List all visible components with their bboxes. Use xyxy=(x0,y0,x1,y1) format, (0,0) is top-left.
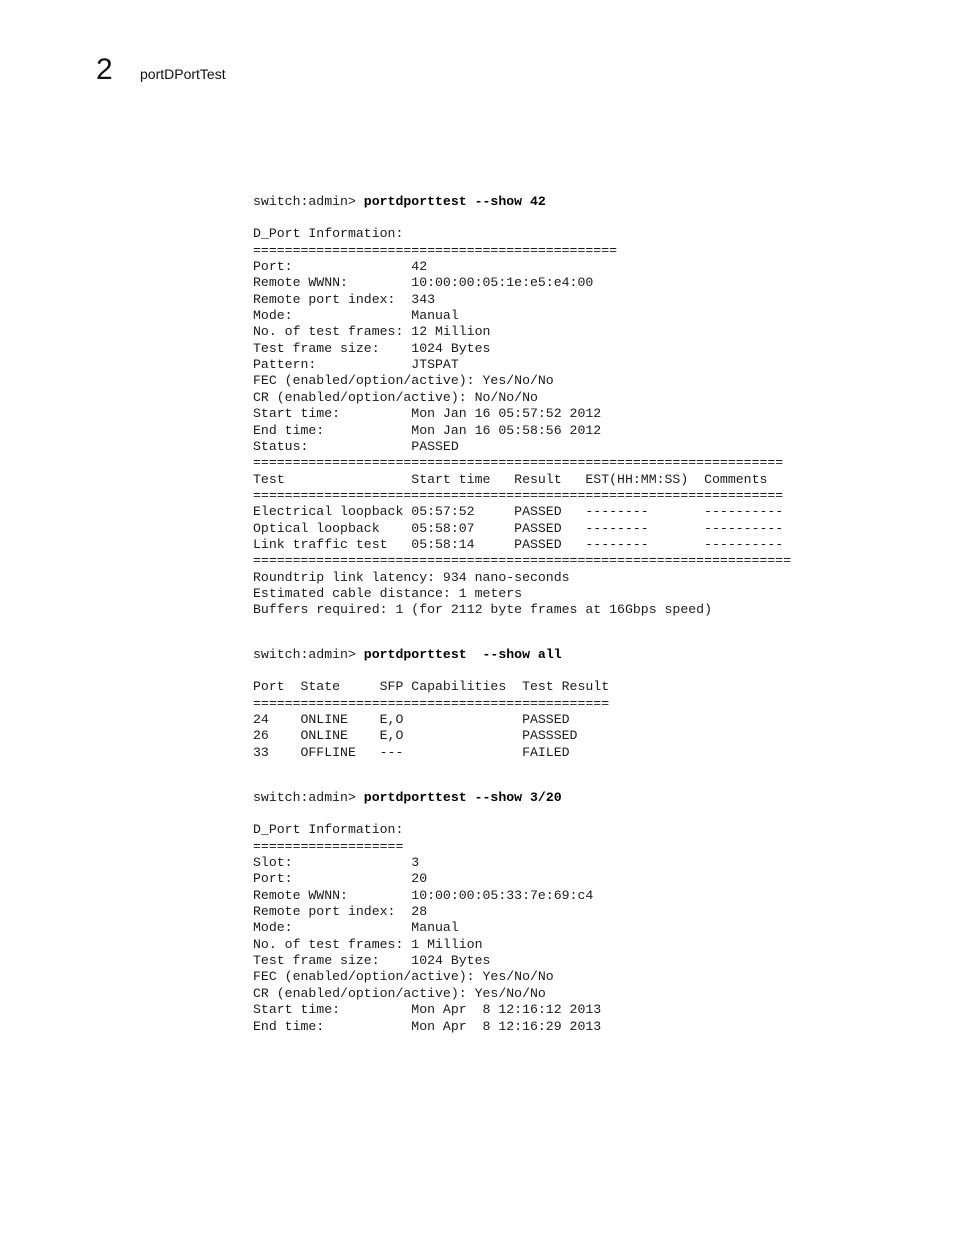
output-line: Remote port index: 343 xyxy=(253,291,436,307)
output-line: No. of test frames: 12 Million xyxy=(253,324,491,340)
output-line: Port: 42 xyxy=(253,259,428,275)
output-line: End time: Mon Apr 8 12:16:29 2013 xyxy=(253,1018,602,1034)
output-line: Test frame size: 1024 Bytes xyxy=(253,340,491,356)
output-line: Link traffic test 05:58:14 PASSED -------- ---------- xyxy=(253,536,784,552)
output-line: FEC (enabled/option/active): Yes/No/No xyxy=(253,969,554,985)
output-line: Roundtrip link latency: 934 nano-seconds xyxy=(253,569,570,585)
output-line: Test Start time Result EST(HH:MM:SS) Comments xyxy=(253,471,768,487)
output-line: Remote port index: 28 xyxy=(253,904,428,920)
chapter-title: portDPortTest xyxy=(140,66,226,82)
output-line: =================================================================== xyxy=(253,455,784,471)
output-line: Mode: Manual xyxy=(253,308,459,324)
output-line: ============================================= xyxy=(253,695,610,711)
output-line: Slot: 3 xyxy=(253,855,420,871)
output-line: Port: 20 xyxy=(253,871,428,887)
command-text: portdporttest --show all xyxy=(363,646,562,662)
output-line: CR (enabled/option/active): No/No/No xyxy=(253,389,538,405)
output-line: FEC (enabled/option/active): Yes/No/No xyxy=(253,373,554,389)
output-line: D_Port Information: xyxy=(253,226,404,242)
output-line: No. of test frames: 1 Million xyxy=(253,936,483,952)
output-line: Estimated cable distance: 1 meters xyxy=(253,585,523,601)
output-line: Optical loopback 05:58:07 PASSED -------- ---------- xyxy=(253,520,784,536)
output-line: 26 ONLINE E,O PASSSED xyxy=(253,728,578,744)
output-line: =================== xyxy=(253,838,404,854)
output-line: 24 ONLINE E,O PASSED xyxy=(253,712,570,728)
output-line: Start time: Mon Jan 16 05:57:52 2012 xyxy=(253,406,602,422)
output-line: ============================================== xyxy=(253,242,618,258)
output-line: ==================================================================== xyxy=(253,553,792,569)
output-line: CR (enabled/option/active): Yes/No/No xyxy=(253,985,546,1001)
code-block-show-42 xyxy=(253,161,791,619)
output-line: Test frame size: 1024 Bytes xyxy=(253,953,491,969)
shell-prompt: switch:admin> xyxy=(253,646,364,662)
output-line: Remote WWNN: 10:00:00:05:1e:e5:e4:00 xyxy=(253,275,594,291)
command-text: portdporttest --show 3/20 xyxy=(363,789,562,805)
output-line: Electrical loopback 05:57:52 PASSED -------- ---------- xyxy=(253,504,784,520)
output-line: Mode: Manual xyxy=(253,920,459,936)
command-line xyxy=(253,647,609,663)
output-line: Pattern: JTSPAT xyxy=(253,357,459,373)
output-line: =================================================================== xyxy=(253,487,784,503)
code-block-show-all xyxy=(253,614,609,761)
output-line: Start time: Mon Apr 8 12:16:12 2013 xyxy=(253,1002,602,1018)
command-line xyxy=(253,790,601,806)
output-line: Remote WWNN: 10:00:00:05:33:7e:69:c4 xyxy=(253,887,594,903)
chapter-number: 2 xyxy=(96,53,113,86)
command-text: portdporttest --show 42 xyxy=(363,193,546,209)
shell-prompt: switch:admin> xyxy=(253,789,364,805)
output-line: Status: PASSED xyxy=(253,438,459,454)
command-line xyxy=(253,194,791,210)
shell-prompt: switch:admin> xyxy=(253,193,364,209)
output-line: Buffers required: 1 (for 2112 byte frames at 16Gbps speed) xyxy=(253,602,712,618)
output-line: End time: Mon Jan 16 05:58:56 2012 xyxy=(253,422,602,438)
code-block-show-3-20 xyxy=(253,757,601,1035)
output-line: Port State SFP Capabilities Test Result xyxy=(253,679,610,695)
output-line: 33 OFFLINE --- FAILED xyxy=(253,744,570,760)
output-line: D_Port Information: xyxy=(253,822,404,838)
